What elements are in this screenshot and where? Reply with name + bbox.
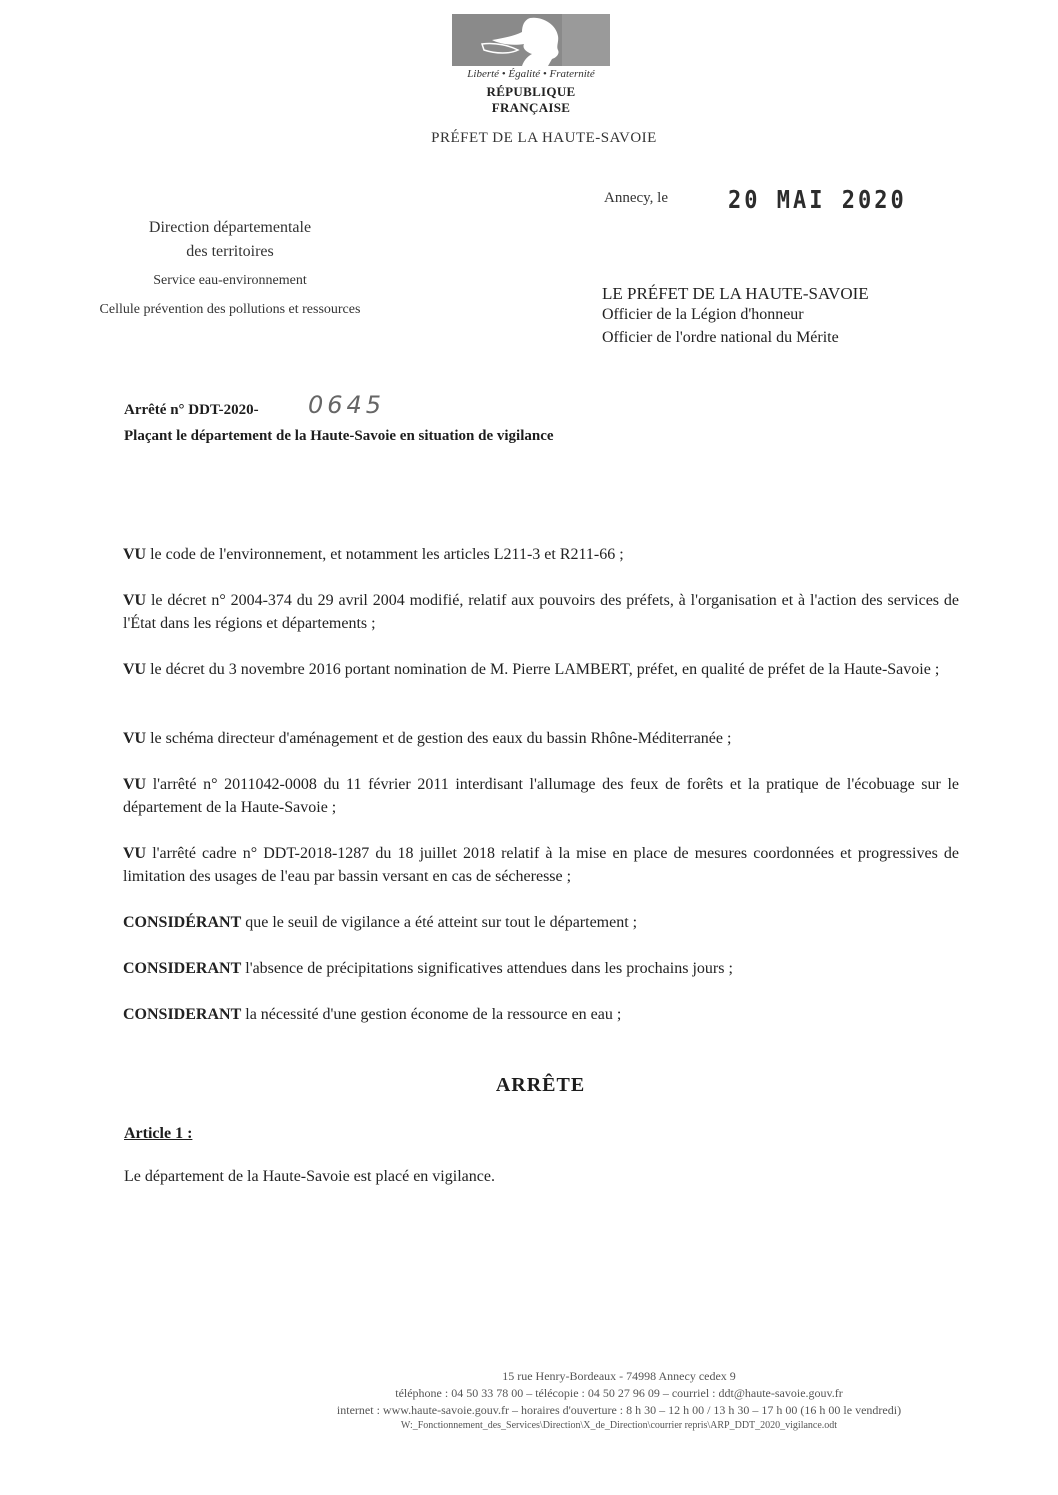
consideration-item [123,773,959,819]
consideration-text: la nécessité d'une gestion économe de la ressource en eau ; [241,1006,622,1023]
consideration-text: l'absence de précipitations significatives attendues dans les prochains jours ; [241,960,733,977]
article-1-text: Le département de la Haute-Savoie est placé en vigilance. [124,1168,495,1185]
signatory-honor-1: Officier de la Légion d'honneur [602,306,804,323]
consideration-text: l'arrêté n° 2011042-0008 du 11 février 2011 interdisant l'allumage des feux de forêts et la pratique de l'écobuage sur le département de la Haute-Savoie ; [123,776,959,816]
republic-label: RÉPUBLIQUE FRANÇAISE [486,84,576,115]
consideration-item [123,911,959,934]
consideration-item [123,727,959,750]
decision-heading: ARRÊTE [495,1074,586,1096]
consideration-item [123,842,959,888]
arrete-number: Arrêté n° DDT-2020- [124,402,259,418]
signatory-honor-2: Officier de l'ordre national du Mérite [602,329,839,346]
signatory-title: LE PRÉFET DE LA HAUTE-SAVOIE [602,284,869,303]
direction-line-1: Direction départementale [148,219,312,236]
marianne-logo [452,14,610,66]
footer-contacts: téléphone : 04 50 33 78 00 – télécopie : 04 50 27 96 09 – courriel : ddt@haute-savoie.gouv.fr [395,1386,843,1400]
date-place: Annecy, le [604,190,668,206]
article-1-label: Article 1 : [124,1125,193,1142]
consideration-keyword: VU [123,845,147,862]
consideration-keyword: CONSIDERANT [123,1006,242,1023]
consideration-text: le décret n° 2004-374 du 29 avril 2004 modifié, relatif aux pouvoirs des préfets, à l'organisation et à l'action des services de l'État dans les régions et départements ; [123,592,959,632]
consideration-item [123,658,959,681]
consideration-item [123,543,959,566]
footer-web-hours: internet : www.haute-savoie.gouv.fr – horaires d'ouverture : 8 h 30 – 12 h 00 / 13 h 30 – 17 h 00 (16 h 00 le vendredi) [336,1403,902,1417]
consideration-item [123,957,959,980]
cellule-name: Cellule prévention des pollutions et ressources [99,302,361,317]
consideration-keyword: CONSIDERANT [123,960,242,977]
footer-address: 15 rue Henry-Bordeaux - 74998 Annecy cedex 9 [502,1369,736,1383]
consideration-keyword: VU [123,730,147,747]
consideration-text: que le seuil de vigilance a été atteint sur tout le département ; [241,914,638,931]
consideration-text: le décret du 3 novembre 2016 portant nomination de M. Pierre LAMBERT, préfet, en qualité de préfet de la Haute-Savoie ; [146,661,940,678]
consideration-text: l'arrêté cadre n° DDT-2018-1287 du 18 juillet 2018 relatif à la mise en place de mesures coordonnées et progressives de limitation des usages de l'eau par bassin versant en cas de sécheresse ; [123,845,959,885]
republic-motto: Liberté • Égalité • Fraternité [467,68,595,80]
consideration-keyword: VU [123,661,147,678]
date-stamp: 20 MAI 2020 [728,186,907,215]
consideration-keyword: VU [123,776,147,793]
consideration-keyword: VU [123,546,147,563]
service-name: Service eau-environnement [153,273,307,288]
consideration-item [123,1003,959,1026]
consideration-item [123,589,959,635]
consideration-keyword: VU [123,592,147,609]
prefet-header: PRÉFET DE LA HAUTE-SAVOIE [431,130,657,146]
footer-file-path: W:_Fonctionnement_des_Services\Direction\X_de_Direction\courrier repris\ARP_DDT_2020_vigilance.odt [400,1420,838,1431]
consideration-keyword: CONSIDÉRANT [123,914,242,931]
consideration-text: le code de l'environnement, et notamment les articles L211-3 et R211-66 ; [146,546,624,563]
direction-line-2: des territoires [186,243,274,260]
arrete-title: Plaçant le département de la Haute-Savoie en situation de vigilance [124,428,554,444]
consideration-text: le schéma directeur d'aménagement et de gestion des eaux du bassin Rhône-Méditerranée ; [146,730,732,747]
arrete-handwritten-number: 0645 [308,391,386,419]
